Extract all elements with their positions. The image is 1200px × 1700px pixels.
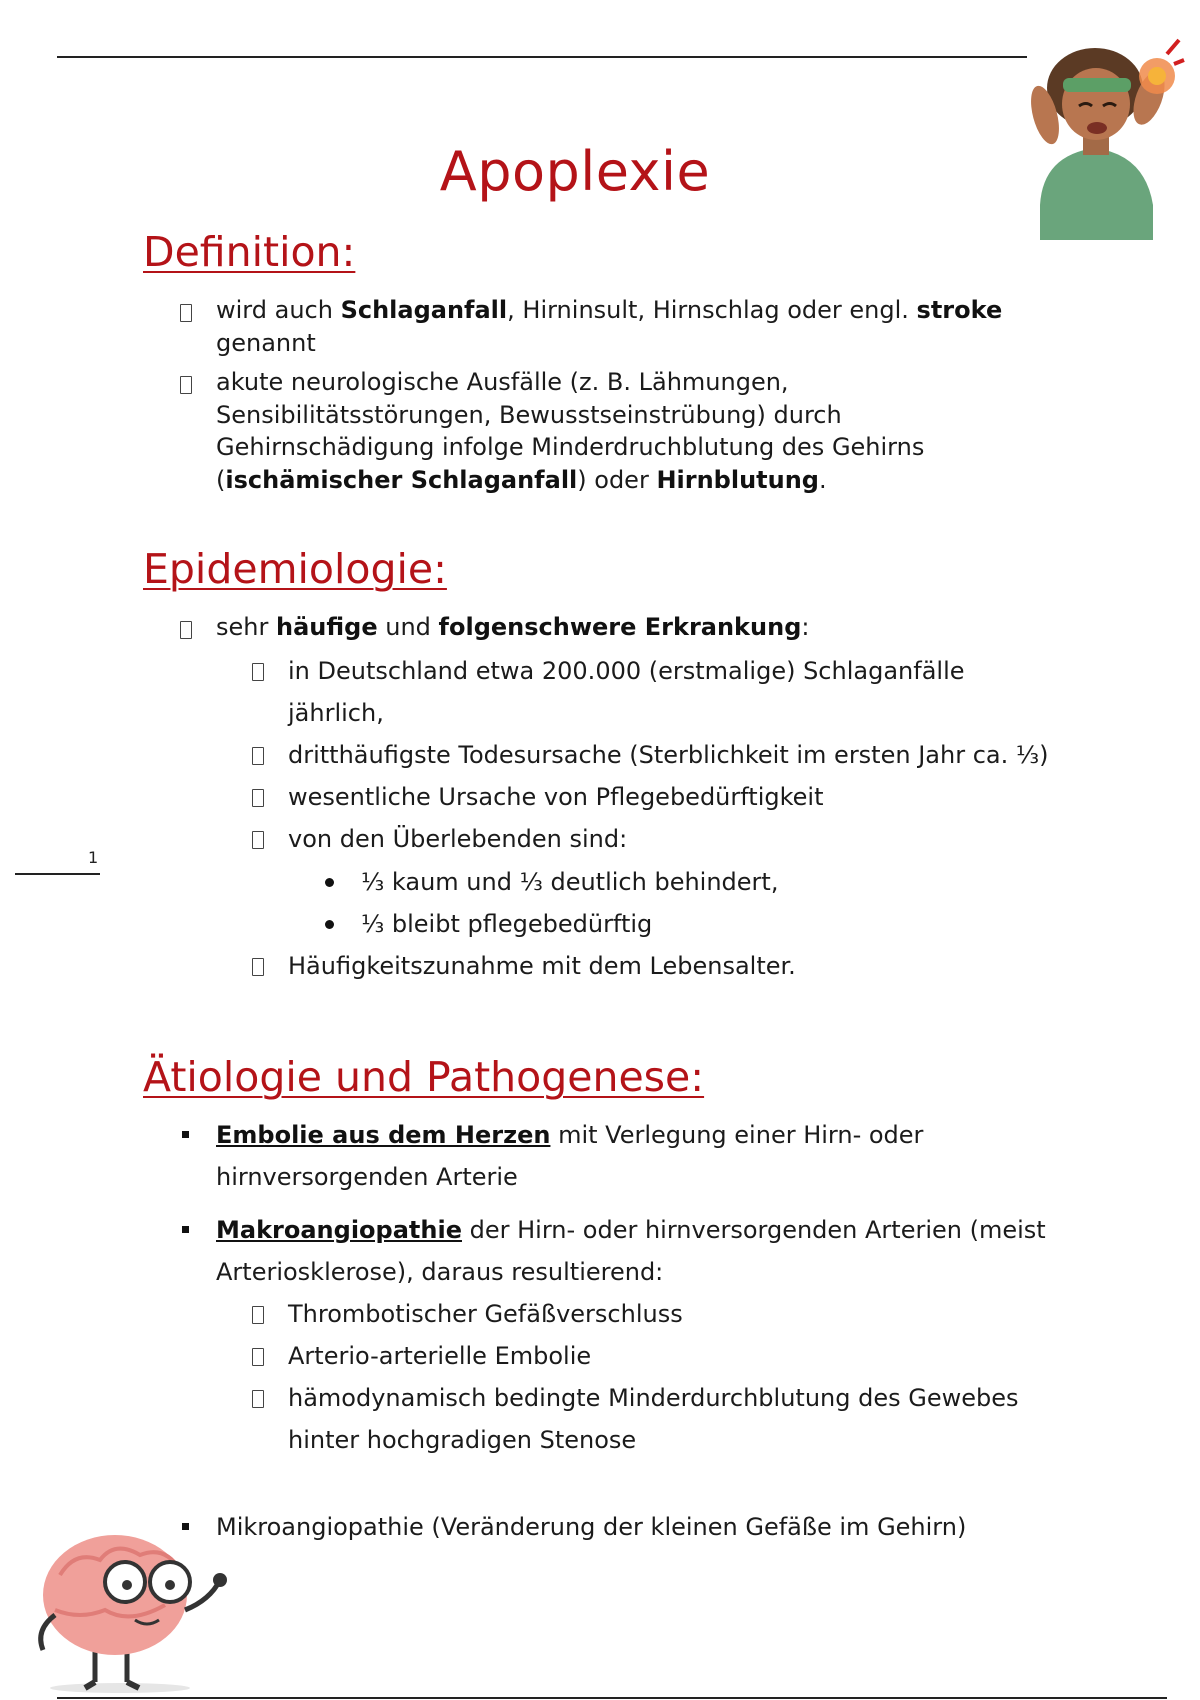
etiology-sub-item: Thrombotischer Gefäßverschluss: [288, 1300, 683, 1328]
epidemiology-subsub-item: ⅓ bleibt pflegebedürftig: [361, 910, 653, 938]
footnote-rule: [15, 873, 100, 875]
list-marker-icon: [180, 376, 192, 394]
list-marker-icon: [252, 663, 264, 681]
person-headache-illustration: [1025, 20, 1185, 240]
epidemiology-subsub-item: ⅓ kaum und ⅓ deutlich behindert,: [361, 868, 779, 896]
etiology-heading: Ätiologie und Pathogenese:: [143, 1053, 705, 1101]
list-marker-icon: [252, 958, 264, 976]
list-marker-icon: [252, 1390, 264, 1408]
list-marker-icon: [252, 789, 264, 807]
footnote-number: 1: [88, 848, 99, 867]
list-marker-icon: [180, 304, 192, 322]
square-bullet-icon: [182, 1131, 189, 1138]
epidemiology-sub-item-last: Häufigkeitszunahme mit dem Lebensalter.: [288, 952, 796, 980]
etiology-item-embolism: Embolie aus dem Herzen mit Verlegung einer Hirn- oder hirnversorgenden Arterie: [216, 1121, 924, 1191]
etiology-item-macroangiopathy: Makroangiopathie der Hirn- oder hirnversorgenden Arterien (meist Arteriosklerose), daraus resultierend:: [216, 1216, 1046, 1286]
list-marker-icon: [252, 1348, 264, 1366]
epidemiology-sub-item: wesentliche Ursache von Pflegebedürftigkeit: [288, 783, 824, 811]
square-bullet-icon: [182, 1226, 189, 1233]
list-marker-icon: [180, 621, 192, 639]
epidemiology-heading: Epidemiologie:: [143, 545, 447, 593]
etiology-sub-item: Arterio-arterielle Embolie: [288, 1342, 592, 1370]
list-marker-icon: [252, 1306, 264, 1324]
definition-item-synonyms: wird auch Schlaganfall, Hirninsult, Hirnschlag oder engl. stroke genannt: [216, 296, 1003, 357]
bullet-dot-icon: [325, 920, 334, 929]
definition-heading: Definition:: [143, 228, 356, 276]
page-title: Apoplexie: [439, 140, 711, 203]
etiology-sub-item: hämodynamisch bedingte Minderdurchblutung des Gewebes hinter hochgradigen Stenose: [288, 1384, 1019, 1454]
epidemiology-intro: sehr häufige und folgenschwere Erkrankung:: [216, 613, 810, 641]
definition-item-description: akute neurologische Ausfälle (z. B. Lähmungen, Sensibilitätsstörungen, Bewusstseinstrübung) durch Gehirnschädigung infolge Minderdruchblutung des Gehirns (ischämischer Schlaganfall) oder Hirnblutung.: [216, 368, 925, 494]
bullet-dot-icon: [325, 878, 334, 887]
epidemiology-sub-item: von den Überlebenden sind:: [288, 825, 628, 853]
list-marker-icon: [252, 747, 264, 765]
etiology-item-microangiopathy: Mikroangiopathie (Veränderung der kleinen Gefäße im Gehirn): [216, 1513, 967, 1541]
epidemiology-sub-item: dritthäufigste Todesursache (Sterblichkeit im ersten Jahr ca. ⅓): [288, 741, 1049, 769]
top-rule: [57, 56, 1027, 58]
list-marker-icon: [252, 831, 264, 849]
epidemiology-sub-item: in Deutschland etwa 200.000 (erstmalige) Schlaganfälle jährlich,: [288, 657, 965, 727]
square-bullet-icon: [182, 1523, 189, 1530]
brain-mascot-illustration: [15, 1520, 235, 1695]
bottom-rule: [57, 1697, 1167, 1699]
